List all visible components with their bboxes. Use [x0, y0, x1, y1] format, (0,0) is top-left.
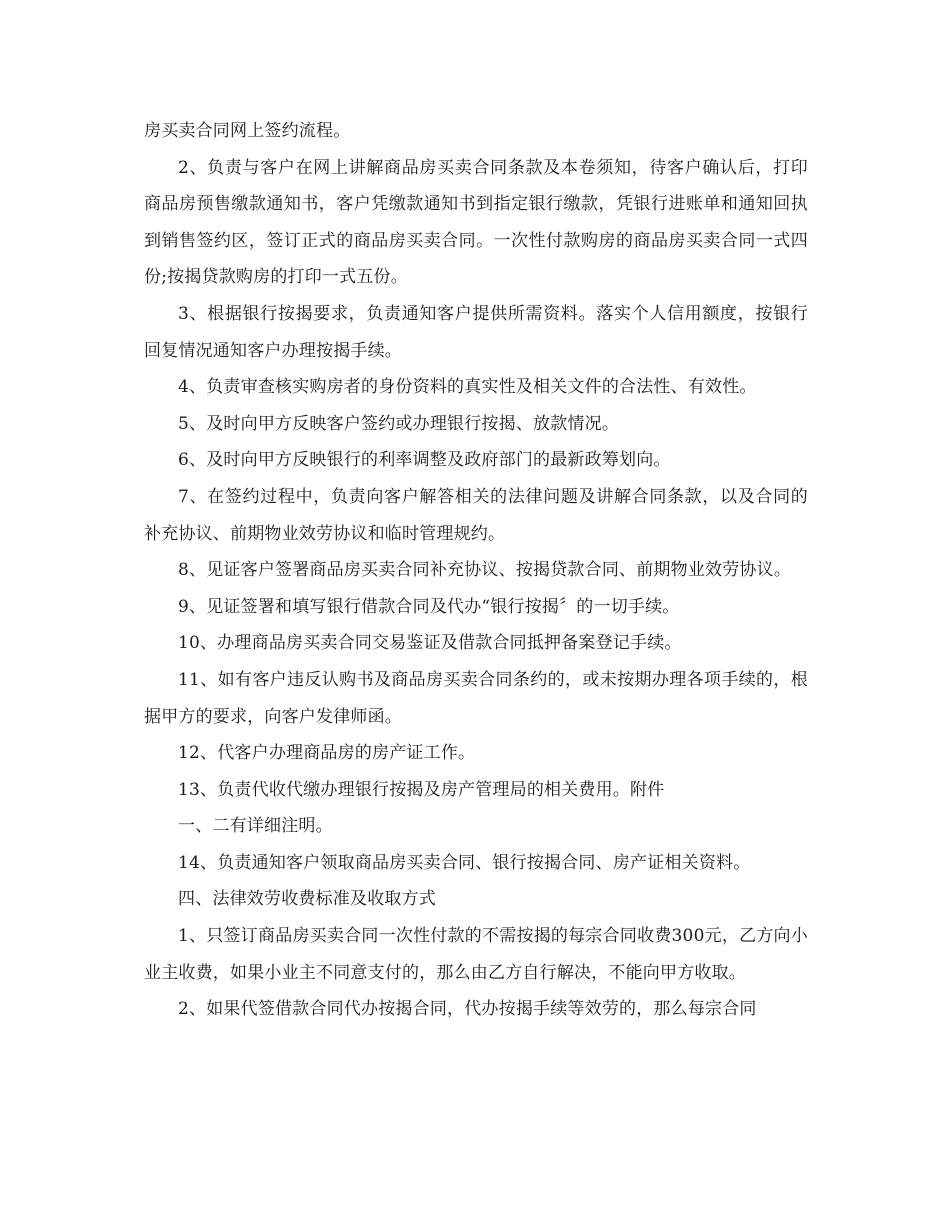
- paragraph-item-9: 9、见证签署和填写银行借款合同及代办“银行按揭〞的一切手续。: [178, 596, 680, 617]
- paragraph-item-10: 10、办理商品房买卖合同交易鉴证及借款合同抵押备案登记手续。: [178, 633, 682, 654]
- paragraph-fee-2: 2、如果代签借款合同代办按揭合同，代办按揭手续等效劳的，那么每宗合同: [178, 999, 757, 1020]
- paragraph-intro: 房买卖合同网上签约流程。: [144, 121, 351, 141]
- paragraph-item-13: 13、负责代收代缴办理银行按揭及房产管理局的相关费用。附件: [178, 779, 665, 800]
- paragraph-item-3: 3、根据银行按揭要求，负责通知客户提供所需资料。落实个人信用额度，按银行回复情况通知客户办理按揭手续。: [144, 303, 808, 361]
- paragraph-item-6: 6、及时向甲方反映银行的利率调整及政府部门的最新政筹划向。: [178, 450, 671, 471]
- paragraph-item-4: 4、负责审查核实购房者的身份资料的真实性及相关文件的合法性、有效性。: [178, 377, 757, 398]
- paragraph-item-7: 7、在签约过程中，负责向客户解答相关的法律问题及讲解合同条款，以及合同的补充协议、前期物业效劳协议和临时管理规约。: [144, 486, 808, 544]
- paragraph-item-12: 12、代客户办理商品房的房产证工作。: [178, 743, 476, 764]
- paragraph-fee-1: 1、只签订商品房买卖合同一次性付款的不需按揭的每宗合同收费300元，乙方向小业主收费，如果小业主不同意支付的，那么由乙方自行解决，不能向甲方收取。: [144, 926, 808, 983]
- paragraph-item-8: 8、见证客户签署商品房买卖合同补充协议、按揭贷款合同、前期物业效劳协议。: [178, 560, 792, 581]
- section-heading-fees: 四、法律效劳收费标准及收取方式: [178, 889, 436, 910]
- paragraph-item-14: 14、负责通知客户领取商品房买卖合同、银行按揭合同、房产证相关资料。: [178, 852, 751, 873]
- document-body: [144, 113, 808, 1028]
- paragraph-item-5: 5、及时向甲方反映客户签约或办理银行按揭、放款情况。: [178, 413, 620, 434]
- paragraph-item-2: 2、负责与客户在网上讲解商品房买卖合同条款及本卷须知，待客户确认后，打印商品房预售缴款通知书，客户凭缴款通知书到指定银行缴款，凭银行进账单和通知回执到销售签约区，签订正式的商品房买卖合同。一次性付款购房的商品房买卖合同一式四份;按揭贷款购房的打印一式五份。: [144, 157, 808, 288]
- paragraph-annex-note: 一、二有详细注明。: [178, 816, 333, 837]
- paragraph-item-11: 11、如有客户违反认购书及商品房买卖合同条约的，或未按期办理各项手续的，根据甲方的要求，向客户发律师函。: [144, 669, 808, 727]
